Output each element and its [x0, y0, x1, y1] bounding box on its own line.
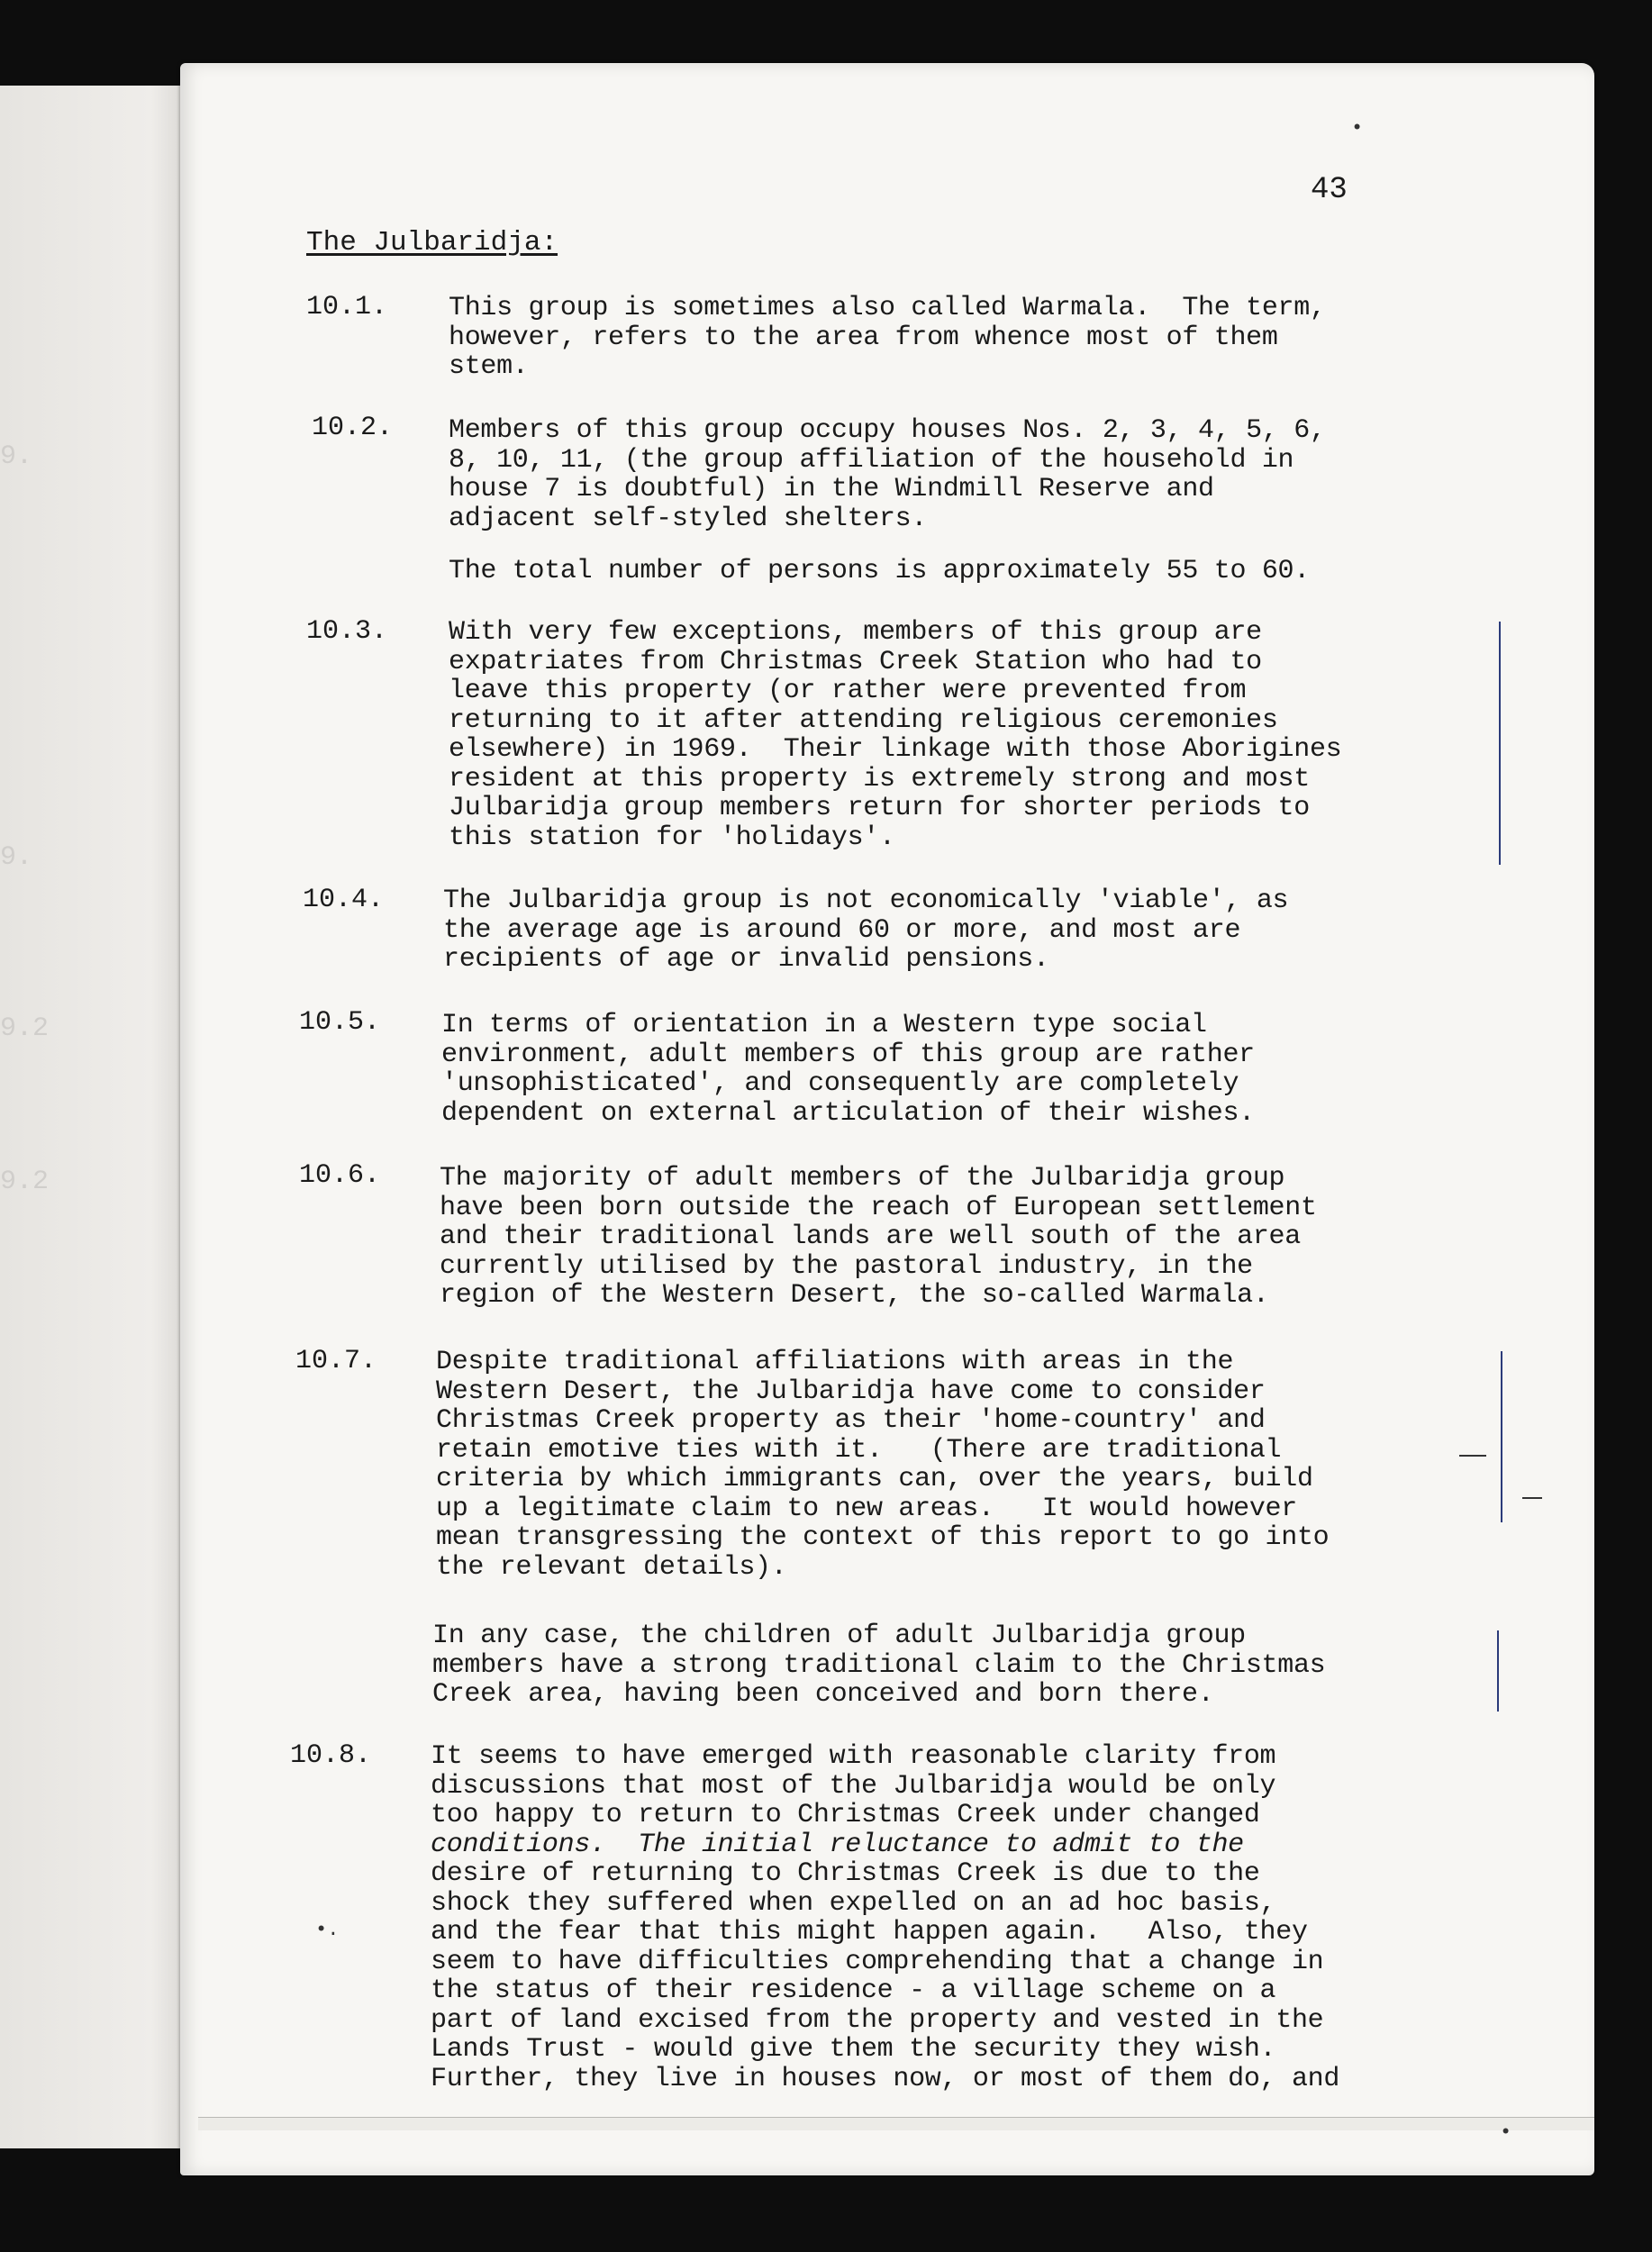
- paragraph-number: 10.4.: [303, 885, 385, 915]
- margin-speck: •.: [315, 1919, 340, 1941]
- paragraph-text: In terms of orientation in a Western type social environment, adult members of this group are rather 'unsophisticated', and consequently are completely dependent on external articulation of their wishes.: [441, 1010, 1255, 1129]
- paragraph-text: The majority of adult members of the Julbaridja group have been born outside the reach of European settlement and their traditional lands are well south of the area currently utilised by the pastoral industry, in the region of the Western Desert, the so-called Warmala.: [440, 1163, 1317, 1311]
- paragraph-number: 10.6.: [299, 1160, 381, 1191]
- margin-annotation-line: [1501, 1351, 1502, 1522]
- margin-annotation-line: [1497, 1630, 1499, 1712]
- facing-page-fragment: 9.: [0, 842, 33, 873]
- margin-tick: [1522, 1497, 1542, 1499]
- paragraph-text: The Julbaridja group is not economically 'viable', as the average age is around 60 or more, and most are recipients of age or invalid pensions.: [443, 885, 1289, 975]
- facing-page-fragment: 9.2: [0, 1013, 50, 1044]
- paragraph-text: This group is sometimes also called Warmala. The term, however, refers to the area from whence most of them stem.: [449, 293, 1326, 382]
- paragraph-number: 10.5.: [299, 1007, 381, 1038]
- paragraph-text: The total number of persons is approximately 55 to 60.: [449, 556, 1310, 586]
- paragraph-number: 10.8.: [290, 1740, 372, 1771]
- paragraph-text: It seems to have emerged with reasonable clarity from discussions that most of the Julbaridja would be only too happy to return to Christmas Creek under changed conditions. The initial reluctance to admit to the desire of returning to Christmas Creek is due to the shock they suffered when expelled on an ad hoc basis, and the fear that this might happen again. Also, they seem to have difficulties comprehending that a change in the status of their residence - a village scheme on a part of land excised from the property and vested in the Lands Trust - would give them the security they wish. Further, they live in houses now, or most of them do, and: [431, 1741, 1340, 2094]
- paragraph-number: 10.3.: [306, 616, 388, 647]
- paragraph-number: 10.2.: [312, 413, 394, 443]
- facing-page-fragment: 9.2: [0, 1167, 50, 1197]
- paragraph-text: Members of this group occupy houses Nos. 2, 3, 4, 5, 6, 8, 10, 11, (the group affiliation of the household in house 7 is doubtful) in the Windmill Reserve and adjacent self-styled shelters.: [449, 415, 1326, 534]
- page-stack-edge: [198, 2117, 1594, 2130]
- paragraph-number: 10.1.: [306, 292, 388, 322]
- section-heading: The Julbaridja:: [306, 227, 558, 259]
- page-number: 43: [1311, 173, 1348, 207]
- paragraph-number: 10.7.: [295, 1346, 377, 1376]
- margin-annotation-line: [1499, 622, 1501, 865]
- paragraph-text: With very few exceptions, members of this group are expatriates from Christmas Creek Station who had to leave this property (or rather were prevented from returning to it after attending religious ceremonies elsewhere) in 1969. Their linkage with those Aborigines resident at this property is extremely strong and most Julbaridja group members return for shorter periods to this station for 'holidays'.: [449, 617, 1342, 853]
- paragraph-text: Despite traditional affiliations with areas in the Western Desert, the Julbaridja have come to consider Christmas Creek property as their 'home-country' and retain emotive ties with it. (There are traditional criteria by which immigrants can, over the years, build up a legitimate claim to new areas. It would however mean transgressing the context of this report to go into the relevant details).: [436, 1347, 1330, 1583]
- facing-page-fragment: 9.: [0, 441, 33, 472]
- margin-speck: •: [1351, 117, 1364, 140]
- margin-tick: [1459, 1455, 1486, 1457]
- paragraph-text: In any case, the children of adult Julbaridja group members have a strong traditional claim to the Christmas Creek area, having been conceived and born there.: [432, 1621, 1326, 1710]
- margin-speck: •: [1500, 2121, 1512, 2144]
